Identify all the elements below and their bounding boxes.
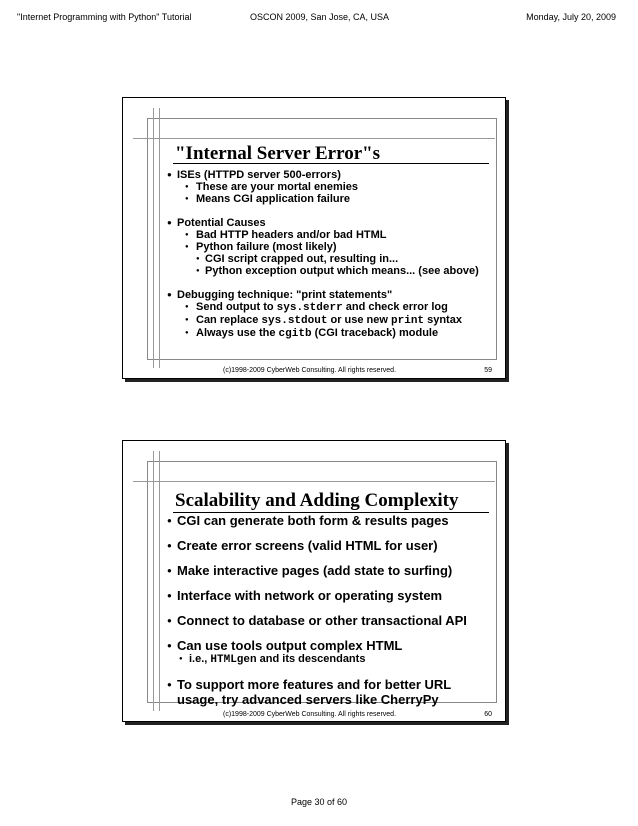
bullet-item: ● Connect to database or other transactional API — [167, 613, 467, 628]
bullet-dot: ● — [167, 170, 172, 179]
bullet-continuation: usage, try advanced servers like CherryPy — [177, 692, 439, 707]
frame-line — [153, 108, 154, 368]
bullet-item: ● To support more features and for better URL — [167, 677, 452, 692]
slide-number: 60 — [484, 711, 492, 718]
slide-content — [167, 513, 467, 707]
sub-bullet-item: ● These are your mortal enemies — [185, 181, 359, 193]
bullet-item: ● Create error screens (valid HTML for user) — [167, 538, 438, 553]
slide-60 — [122, 440, 506, 722]
header-date: Monday, July 20, 2009 — [526, 12, 616, 22]
slide-number: 59 — [484, 367, 492, 374]
slide-title: Scalability and Adding Complexity — [175, 490, 459, 511]
frame-line — [133, 138, 495, 139]
bullet-item: ● Debugging technique: "print statements" — [167, 289, 393, 301]
frame-line — [153, 451, 154, 711]
title-underline — [173, 163, 489, 164]
code-text: HTMLgen — [210, 654, 257, 666]
slide-copyright: (c)1998-2009 CyberWeb Consulting. All rights reserved. — [223, 367, 397, 374]
sub-sub-bullet-item: ● CGI script crapped out, resulting in... — [196, 253, 399, 265]
sub-bullet-item: ● Always use the cgitb (CGI traceback) module — [185, 327, 439, 340]
code-text: cgitb — [278, 328, 312, 340]
slide-59 — [122, 97, 506, 379]
bullet-item: ● Interface with network or operating system — [167, 588, 443, 603]
sub-bullet-item: ● Bad HTTP headers and/or bad HTML — [185, 229, 387, 241]
sub-bullet-item: ● Python failure (most likely) — [185, 241, 337, 253]
bullet-item: ● Potential Causes — [167, 217, 266, 229]
bullet-item: ● Can use tools output complex HTML — [167, 638, 403, 653]
code-text: print — [391, 315, 425, 327]
code-text: sys.stderr — [276, 302, 343, 314]
frame-line — [159, 451, 160, 711]
code-text: sys.stdout — [261, 315, 328, 327]
slide-copyright: (c)1998-2009 CyberWeb Consulting. All rights reserved. — [223, 711, 397, 718]
sub-bullet-item: ● Send output to sys.stderr and check error log — [185, 301, 448, 314]
frame-line — [159, 108, 160, 368]
slide-content — [167, 169, 479, 340]
slide-title: "Internal Server Error"s — [175, 143, 381, 164]
bullet-item: ● ISEs (HTTPD server 500-errors) — [167, 169, 341, 181]
sub-bullet-item: ● i.e., HTMLgen and its descendants — [179, 653, 366, 666]
bullet-item: ● Make interactive pages (add state to surfing) — [167, 563, 453, 578]
bullet-item: ● CGI can generate both form & results pages — [167, 513, 449, 528]
header-title: "Internet Programming with Python" Tutorial — [17, 12, 192, 22]
sub-bullet-item: ● Can replace sys.stdout or use new print syntax — [185, 314, 462, 327]
sub-sub-bullet-item: ● Python exception output which means... (see above) — [196, 265, 479, 277]
page-number: Page 30 of 60 — [290, 797, 348, 807]
header-event: OSCON 2009, San Jose, CA, USA — [250, 12, 390, 22]
frame-line — [133, 481, 495, 482]
sub-bullet-item: ● Means CGI application failure — [185, 193, 351, 205]
